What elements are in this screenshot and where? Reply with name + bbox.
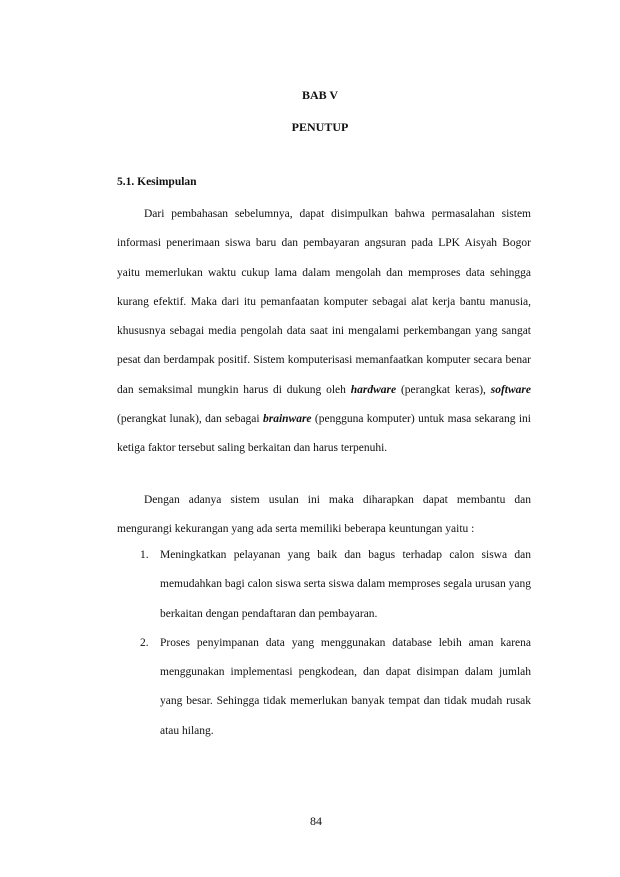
- term-brainware: brainware: [262, 413, 312, 426]
- list-item-text: Proses penyimpanan data yang menggunakan database lebih aman karena menggunakan implementasi pengkodean, dan dapat disimpan dalam jumlah yang besar. Sehingga tidak memerlukan banyak tempat dan tidak mudah rusak atau hilang.: [160, 636, 531, 737]
- paragraph-text: (perangkat lunak), dan sebagai: [117, 413, 263, 426]
- term-hardware: hardware: [350, 383, 397, 396]
- conclusion-paragraph: [117, 200, 531, 464]
- benefits-list: [117, 541, 531, 746]
- term-software: software: [490, 383, 531, 396]
- paragraph-text: (perangkat keras),: [396, 383, 491, 396]
- chapter-heading: BAB V: [301, 88, 339, 102]
- paragraph-text: Dari pembahasan sebelumnya, dapat disimpulkan bahwa permasalahan sistem informasi penerimaan siswa baru dan pembayaran angsuran pada LPK Aisyah Bogor yaitu memerlukan waktu cukup lama dalam mengolah dan memproses data sehingga kurang efektif. Maka dari itu pemanfaatan komputer sebagai alat kerja bantu manusia, khususnya sebagai media pengolah data saat ini mengalami perkembangan yang sangat pesat dan berdampak positif. Sistem komputerisasi memanfaatkan komputer secara benar dan semaksimal mungkin harus di dukung oleh: [117, 208, 531, 396]
- list-item: [117, 541, 531, 629]
- list-number: 2.: [140, 636, 149, 649]
- list-item: [117, 629, 531, 746]
- page-number: 84: [310, 814, 322, 828]
- list-item-text: Meningkatkan pelayanan yang baik dan bagus terhadap calon siswa dan memudahkan bagi calon siswa serta siswa dalam memproses segala urusan yang berkaitan dengan pendaftaran dan pembayaran.: [160, 549, 531, 620]
- paragraph-text: (pengguna komputer) untuk masa sekarang ini ketiga faktor tersebut saling berkaitan dan harus terpenuhi.: [117, 413, 531, 455]
- section-heading: 5.1. Kesimpulan: [117, 176, 197, 188]
- chapter-title: PENUTUP: [291, 120, 349, 134]
- list-number: 1.: [140, 549, 149, 561]
- benefits-intro-paragraph: Dengan adanya sistem usulan ini maka diharapkan dapat membantu dan mengurangi kekurangan yang ada serta memiliki beberapa keuntungan yaitu :: [117, 494, 531, 536]
